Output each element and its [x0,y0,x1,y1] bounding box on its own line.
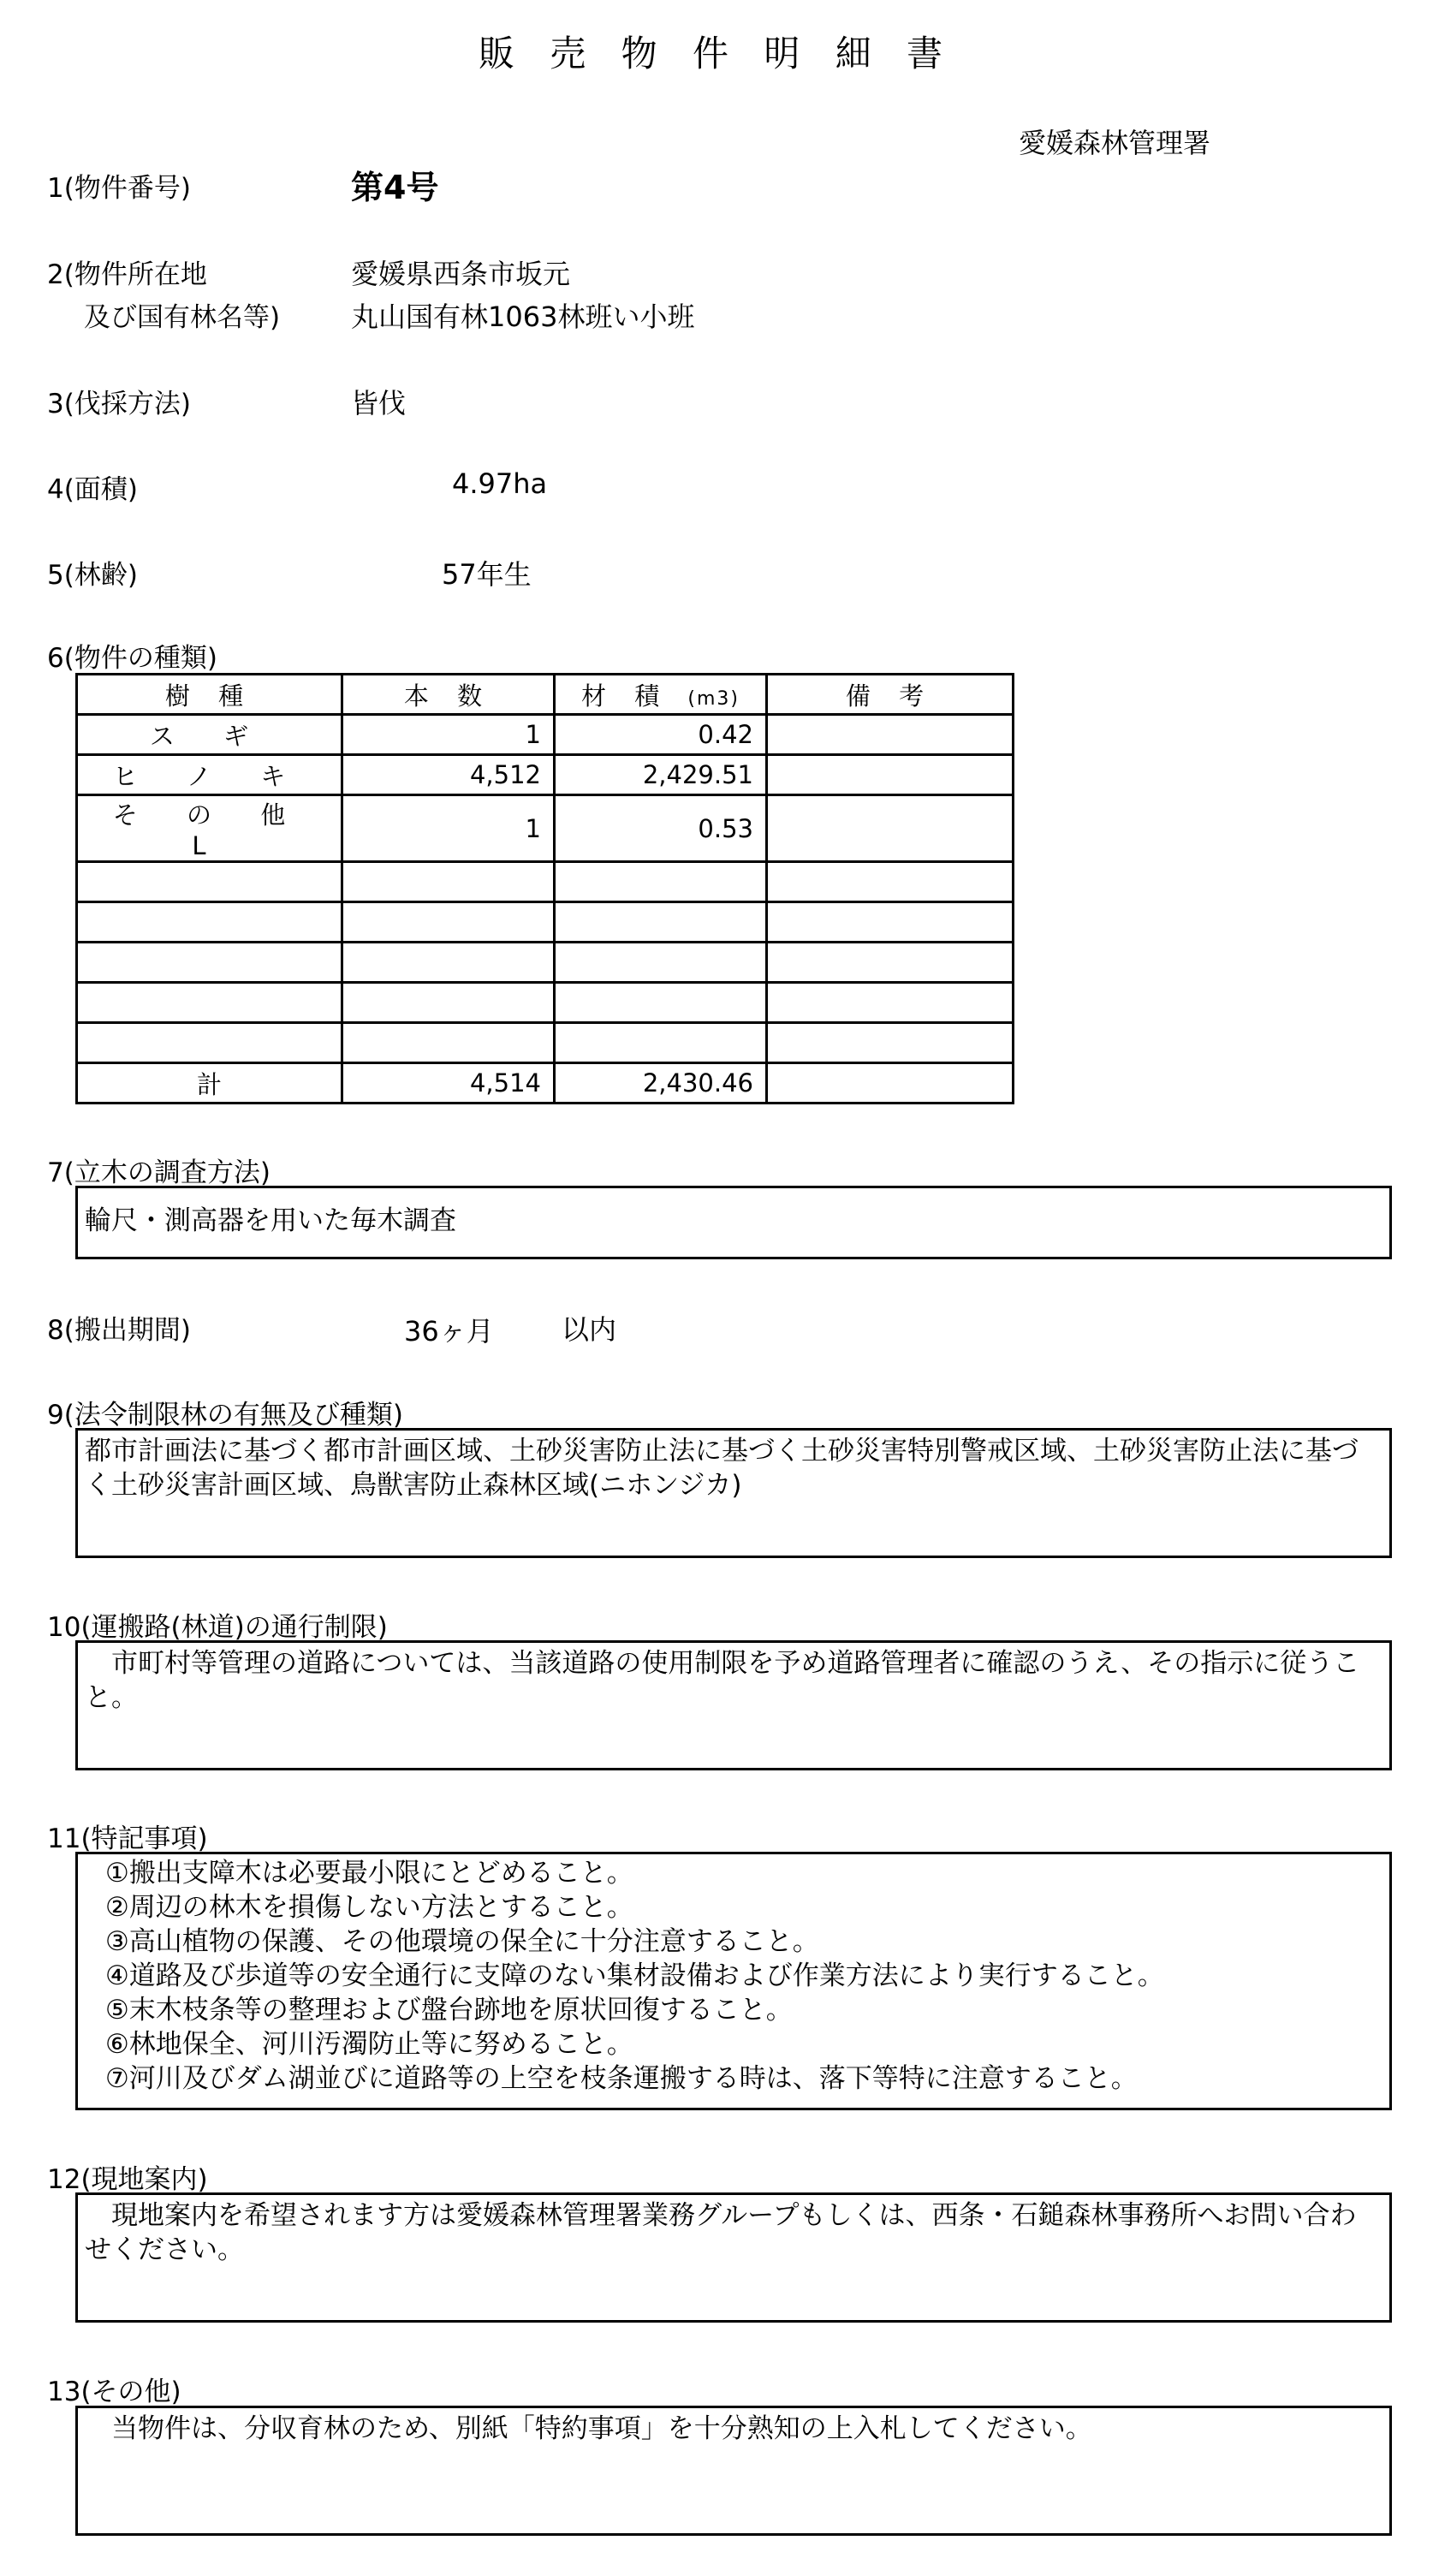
special-notes-box [75,1852,1392,2110]
special-note-item: ⑥林地保全、河川汚濁防止等に努めること。 [105,2029,633,2060]
total-label-cell: 計 [77,1063,342,1104]
table-header-row [77,675,1014,715]
issuing-office: 愛媛森林管理署 [1019,127,1211,159]
removal-period-suffix: 以内 [562,1313,617,1346]
legal-restriction-box [75,1428,1392,1558]
item7-label: 7(立木の調査方法) [47,1157,271,1188]
stand-age-value: 57年生 [442,558,532,591]
other-notes-box [75,2406,1392,2536]
road-restriction-text: 市町村等管理の道路については、当該道路の使用制限を予め道路管理者に確認のうえ、その指示に従うこと。 [85,1648,1360,1713]
species-cell: ヒ ノ キ [77,755,342,795]
survey-method-box [75,1186,1392,1259]
item6-label: 6(物件の種類) [47,643,217,674]
other-notes-text: 当物件は、分収育林のため、別紙「特約事項」を十分熟知の上入札してください。 [111,2413,1092,2444]
header-count: 本 数 [342,675,555,715]
item-number-value: 第4号 [351,169,439,206]
site-guide-text: 現地案内を希望されます方は愛媛森林管理署業務グループもしくは、西条・石鎚森林事務所へお問い合わせください。 [85,2200,1357,2265]
table-row-empty [77,862,1014,902]
header-volume-unit: (m3) [687,687,740,710]
special-note-item: ⑦河川及びダム湖並びに道路等の上空を枝条運搬する時は、落下等特に注意すること。 [105,2063,1138,2094]
table-total-row [77,1063,1014,1104]
remarks-cell [767,755,1014,795]
volume-cell: 2,429.51 [555,755,767,795]
location-value: 愛媛県西条市坂元 [351,258,571,290]
removal-period-value: 36ヶ月 [404,1315,494,1347]
header-volume [555,675,767,715]
legal-restriction-text: 都市計画法に基づく都市計画区域、土砂災害防止法に基づく土砂災害特別警戒区域、土砂災害防止法に基づく土砂災害計画区域、鳥獣害防止森林区域(ニホンジカ) [85,1436,1359,1501]
remarks-cell [767,795,1014,862]
count-cell: 1 [342,715,555,755]
area-value: 4.97ha [452,467,548,500]
site-guide-box [75,2192,1392,2323]
table-row-empty [77,943,1014,983]
header-volume-label: 材 積 [580,681,670,711]
total-volume-cell: 2,430.46 [555,1063,767,1104]
survey-method-text: 輪尺・測高器を用いた毎木調査 [85,1205,456,1236]
species-cell: ス ギ [77,715,342,755]
count-cell: 4,512 [342,755,555,795]
item2-label-line2: 及び国有林名等) [84,302,281,333]
item3-label: 3(伐採方法) [47,389,191,419]
special-note-item: ④道路及び歩道等の安全通行に支障のない集材設備および作業方法により実行すること。 [105,1960,1164,1991]
total-remarks-cell [767,1063,1014,1104]
cutting-method-value: 皆伐 [351,387,407,419]
item1-label: 1(物件番号) [47,173,191,204]
special-note-item: ①搬出支障木は必要最小限にとどめること。 [105,1858,633,1889]
total-count-cell: 4,514 [342,1063,555,1104]
item12-label: 12(現地案内) [47,2164,208,2195]
remarks-cell [767,715,1014,755]
table-row [77,755,1014,795]
table-row-empty [77,1023,1014,1063]
special-note-item: ⑤末木枝条等の整理および盤台跡地を原状回復すること。 [105,1995,793,2026]
count-cell: 1 [342,795,555,862]
item2-label-line1: 2(物件所在地 [47,259,207,290]
species-cell: そ の 他 L [77,795,342,862]
table-row [77,715,1014,755]
item4-label: 4(面積) [47,474,138,505]
item11-label: 11(特記事項) [47,1823,208,1854]
item9-label: 9(法令制限林の有無及び種類) [47,1400,403,1431]
table-row-empty [77,983,1014,1023]
species-table [75,673,1014,1104]
volume-cell: 0.53 [555,795,767,862]
special-note-item: ②周辺の林木を損傷しない方法とすること。 [105,1892,633,1923]
special-note-item: ③高山植物の保護、その他環境の保全に十分注意すること。 [105,1926,819,1957]
item8-label: 8(搬出期間) [47,1315,191,1346]
road-restriction-box [75,1640,1392,1770]
item10-label: 10(運搬路(林道)の通行制限) [47,1612,388,1643]
table-row-empty [77,902,1014,943]
header-species: 樹 種 [77,675,342,715]
header-remarks: 備 考 [767,675,1014,715]
forest-name-value: 丸山国有林1063林班い小班 [351,300,695,333]
item5-label: 5(林齢) [47,560,138,591]
volume-cell: 0.42 [555,715,767,755]
table-row [77,795,1014,862]
document-title: 販 売 物 件 明 細 書 [478,33,955,74]
item13-label: 13(その他) [47,2377,181,2407]
